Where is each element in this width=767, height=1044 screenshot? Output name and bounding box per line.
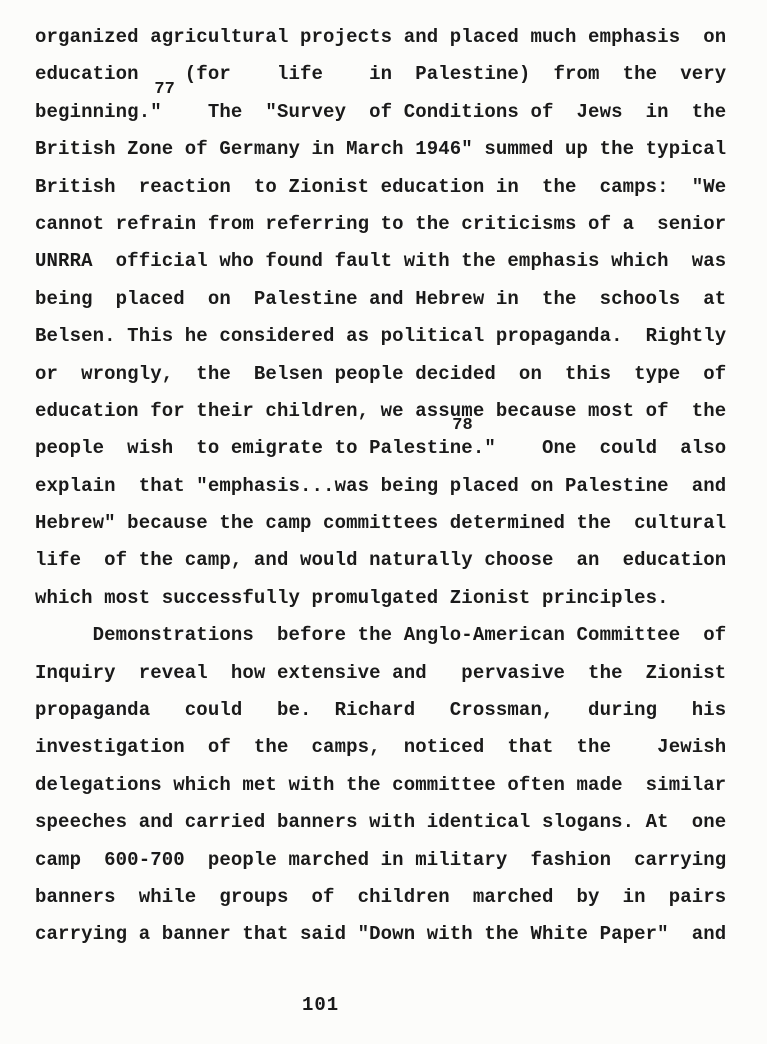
- text-line: delegations which met with the committee often made similar: [35, 773, 727, 796]
- text-line: speeches and carried banners with identical slogans. At one: [35, 811, 727, 834]
- text-line: investigation of the camps, noticed that the Jewish: [35, 736, 727, 759]
- text-line: education for their children, we assume because most of the: [35, 399, 727, 422]
- text-line: Demonstrations before the Anglo-American Committee of: [35, 624, 727, 647]
- page-number: 101: [302, 994, 340, 1016]
- text-line: carrying a banner that said "Down with the White Paper" and: [35, 923, 727, 946]
- text-line: Hebrew" because the camp committees determined the cultural: [35, 512, 727, 535]
- text-line: which most successfully promulgated Zionist principles.: [35, 586, 669, 609]
- text-line: explain that "emphasis...was being placed on Palestine and: [35, 474, 727, 497]
- text-line: or wrongly, the Belsen people decided on this type of: [35, 362, 727, 385]
- text-line: propaganda could be. Richard Crossman, during his: [35, 699, 727, 722]
- text-line: British reaction to Zionist education in the camps: "We: [35, 175, 727, 198]
- text-line: UNRRA official who found fault with the emphasis which was: [35, 250, 727, 273]
- text-line: beginning." The "Survey of Conditions of Jews in the 77: [35, 79, 727, 123]
- footnote-marker-78: 78: [452, 416, 473, 436]
- text-line: people wish to emigrate to Palestine." One could also 78: [35, 416, 727, 460]
- text-line: Inquiry reveal how extensive and pervasive the Zionist: [35, 661, 727, 684]
- text-line: cannot refrain from referring to the criticisms of a senior: [35, 212, 727, 235]
- text-line: education (for life in Palestine) from the very: [35, 63, 727, 86]
- text-line: organized agricultural projects and placed much emphasis on: [35, 26, 727, 48]
- body-text-block: [35, 0, 726, 954]
- text-line: being placed on Palestine and Hebrew in the schools at: [35, 287, 727, 310]
- text-line: Belsen. This he considered as political propaganda. Rightly: [35, 325, 727, 348]
- text-line: British Zone of Germany in March 1946" summed up the typical: [35, 138, 727, 161]
- footnote-marker-77: 77: [154, 79, 175, 99]
- text-line: banners while groups of children marched by in pairs: [35, 885, 727, 908]
- text-line: life of the camp, and would naturally choose an education: [35, 549, 727, 572]
- text-line: camp 600-700 people marched in military fashion carrying: [35, 848, 727, 871]
